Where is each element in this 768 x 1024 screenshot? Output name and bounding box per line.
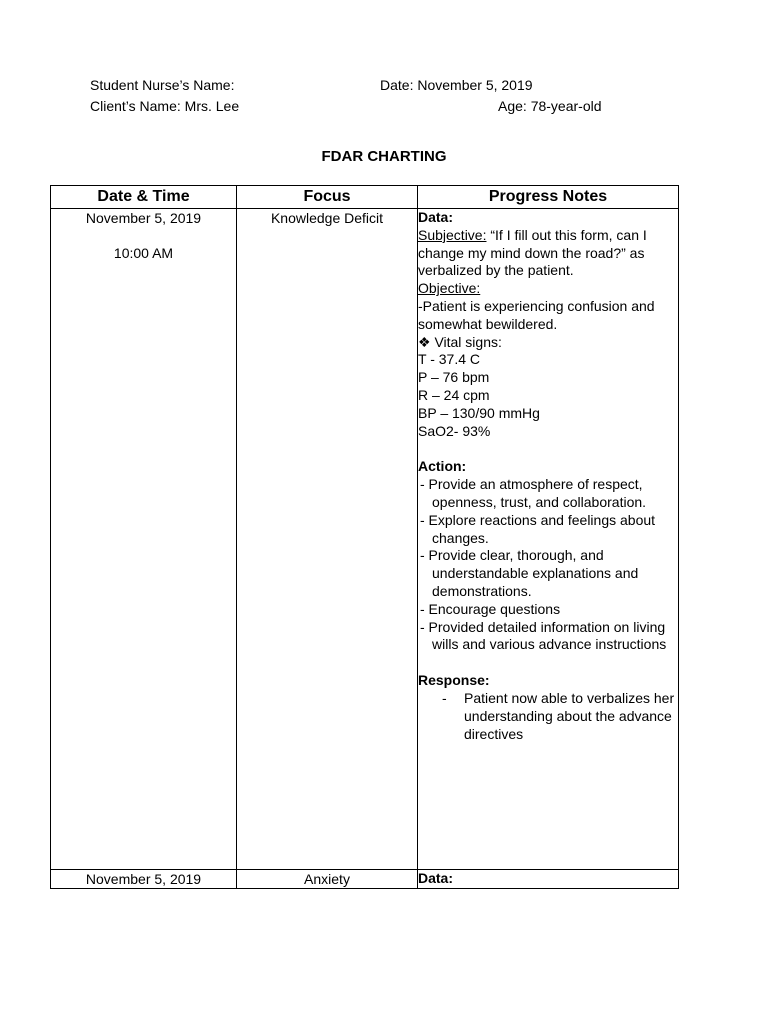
table-row bbox=[51, 209, 679, 870]
action-item: - Provide an atmosphere of respect, openness, trust, and collaboration. bbox=[420, 476, 647, 510]
date-time-cell bbox=[51, 209, 237, 870]
entry-time: 10:00 AM bbox=[113, 245, 174, 261]
date-label: Date: November 5, 2019 bbox=[380, 77, 533, 93]
client-name-label: Client’s Name: Mrs. Lee bbox=[90, 98, 240, 114]
action-heading: Action: bbox=[418, 458, 467, 475]
progress-notes-cell bbox=[418, 870, 679, 889]
date-time-cell bbox=[51, 870, 237, 889]
vital-sign-oxygen-saturation: SaO2- 93% bbox=[418, 422, 491, 439]
student-nurse-name-label: Student Nurse’s Name: bbox=[90, 77, 235, 93]
vital-signs-label: ❖ Vital signs: bbox=[418, 333, 502, 350]
action-item: - Provided detailed information on living wills and various advance instructions bbox=[420, 618, 667, 653]
vital-sign-respiration: R – 24 cpm bbox=[418, 386, 490, 403]
focus-cell bbox=[237, 870, 418, 889]
focus-cell bbox=[237, 209, 418, 870]
action-item: - Provide clear, thorough, and understandable explanations and demonstrations. bbox=[420, 547, 639, 599]
data-heading: Data: bbox=[418, 209, 454, 225]
data-heading: Data: bbox=[418, 870, 454, 886]
response-dash: - bbox=[442, 689, 447, 706]
objective-text: -Patient is experiencing confusion and somewhat bewildered. bbox=[418, 297, 655, 332]
table-header-row bbox=[51, 186, 679, 209]
table-row bbox=[51, 870, 679, 889]
subjective-text: “If I fill out this form, can I change my mind down the road?” as verbalized by the patient. bbox=[418, 226, 647, 279]
column-header-progress-notes: Progress Notes bbox=[418, 186, 679, 209]
document-title: FDAR CHARTING bbox=[321, 148, 447, 165]
progress-notes-cell bbox=[418, 209, 679, 870]
action-item: - Encourage questions bbox=[420, 600, 561, 617]
vital-sign-temperature: T - 37.4 C bbox=[418, 351, 480, 368]
action-item: - Explore reactions and feelings about changes. bbox=[420, 511, 656, 546]
subjective-note bbox=[418, 227, 678, 280]
subjective-label: Subjective: bbox=[418, 226, 487, 243]
vital-sign-blood-pressure: BP – 130/90 mmHg bbox=[418, 404, 540, 421]
objective-label: Objective: bbox=[418, 280, 481, 297]
age-label: Age: 78-year-old bbox=[498, 98, 602, 114]
response-heading: Response: bbox=[418, 672, 490, 689]
vital-sign-pulse: P – 76 bpm bbox=[418, 369, 490, 386]
entry-date: November 5, 2019 bbox=[85, 871, 202, 887]
response-text: Patient now able to verbalizes her understanding about the advance directives bbox=[464, 689, 675, 742]
focus-text: Knowledge Deficit bbox=[270, 210, 384, 226]
fdar-table bbox=[50, 185, 679, 889]
entry-date: November 5, 2019 bbox=[85, 210, 202, 226]
column-header-focus: Focus bbox=[237, 186, 418, 209]
column-header-date-time: Date & Time bbox=[51, 186, 237, 209]
focus-text: Anxiety bbox=[304, 871, 350, 887]
response-item bbox=[418, 690, 678, 743]
